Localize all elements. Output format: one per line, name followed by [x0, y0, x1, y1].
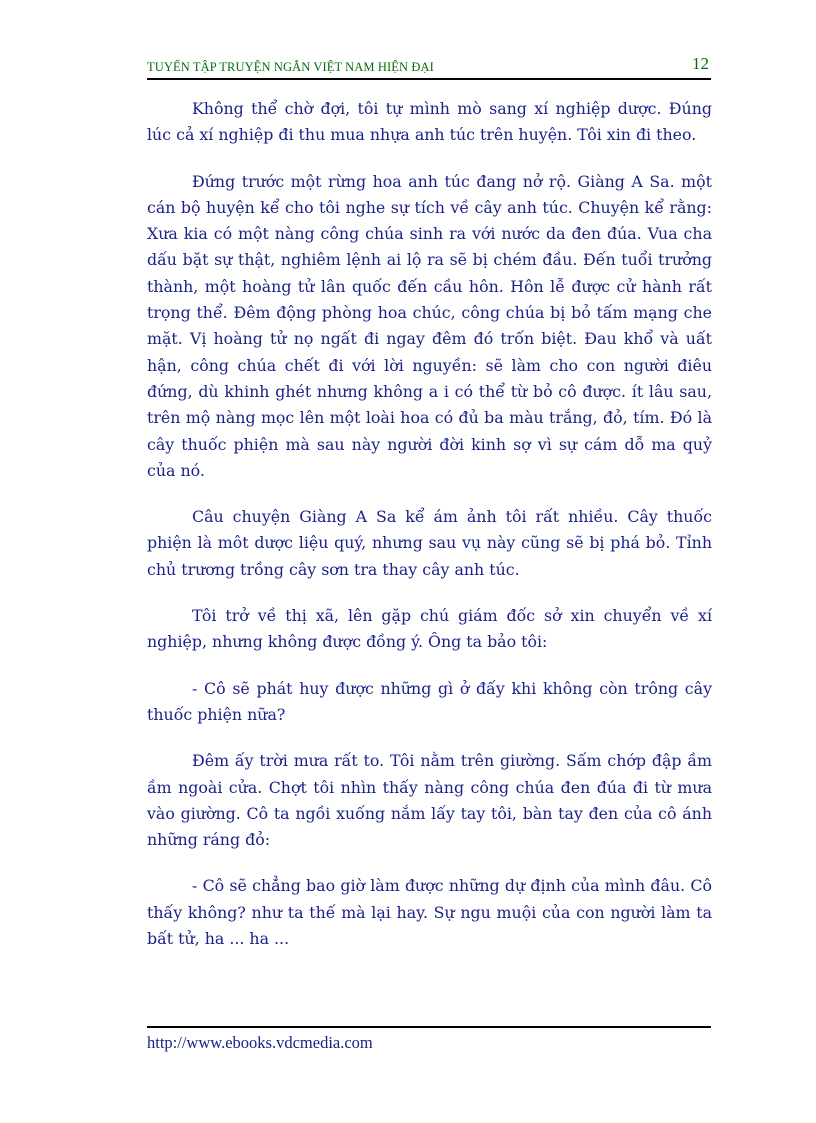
- dialogue-paragraph: - Cô sẽ chẳng bao giờ làm được những dự định của mình đâu. Cô thấy không? như ta thế mà lại hay. Sự ngu muội của con người làm ta bất tử, ha ... ha ...: [147, 876, 712, 949]
- paragraph: Câu chuyện Giàng A Sa kể ám ảnh tôi rất nhiều. Cây thuốc phiện là môt dược liệu quý, nhưng sau vụ này cũng sẽ bị phá bỏ. Tỉnh chủ trương trồng cây sơn tra thay cây anh túc.: [147, 507, 712, 579]
- story-body: [147, 96, 712, 972]
- paragraph: Tôi trở về thị xã, lên gặp chú giám đốc sở xin chuyển về xí nghiệp, nhưng không được đồng ý. Ông ta bảo tôi:: [147, 606, 712, 652]
- paragraph: Không thể chờ đợi, tôi tự mình mò sang xí nghiệp dược. Đúng lúc cả xí nghiệp đi thu mua nhựa anh túc trên huyện. Tôi xin đi theo.: [147, 99, 712, 145]
- dialogue-paragraph: - Cô sẽ phát huy được những gì ở đấy khi không còn trông cây thuốc phiện nữa?: [147, 678, 712, 724]
- paragraph: Đứng trước một rừng hoa anh túc đang nở rộ. Giàng A Sa. một cán bộ huyện kể cho tôi nghe sự tích về cây anh túc. Chuyện kể rằng: Xưa kia có một nàng công chúa sinh ra với nước da đen đúa. Vua cha dấu bặt sự thật, nghiêm lệnh ai lộ ra sẽ bị chém đầu. Đến tuổi trưởng thành, một hoàng tử lân quốc đến cầu hôn. Hôn lễ được cử hành rất trọng thể. Đêm động phòng hoa chúc, công chúa bị bỏ tấm mạng che mặt. Vị hoàng tử nọ ngất đi ngay đêm đó trốn biệt. Đau khổ và uất hận, công chúa chết đi với lời nguyền: sẽ làm cho con người điêu đứng, dù khinh ghét nhưng không a i có thể từ bỏ cô được. ít lâu sau, trên mộ nàng mọc lên một loài hoa có đủ ba màu trắng, đỏ, tím. Đó là cây thuốc phiện mà sau này người đời kinh sợ vì sự cám dỗ ma quỷ của nó.: [147, 171, 712, 480]
- page-number: 12: [692, 54, 709, 73]
- footer-url-link[interactable]: http://www.ebooks.vdcmedia.com: [147, 1033, 373, 1052]
- book-title: TUYỂN TẬP TRUYỆN NGẮN VIỆT NAM HIỆN ĐẠI: [147, 60, 434, 74]
- header-divider: [147, 78, 711, 80]
- footer-divider: [147, 1026, 711, 1028]
- page-header: [147, 54, 711, 78]
- paragraph: Đêm ấy trời mưa rất to. Tôi nằm trên giường. Sấm chớp đập ầm ầm ngoài cửa. Chợt tôi nhìn thấy nàng công chúa đen đúa đi từ mưa vào giường. Cô ta ngồi xuống nắm lấy tay tôi, bàn tay đen của cô ánh những ráng đỏ:: [147, 751, 712, 850]
